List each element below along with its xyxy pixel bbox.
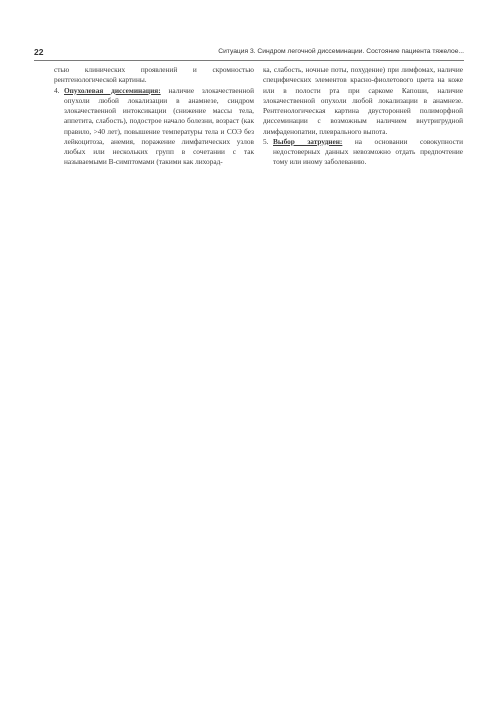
list-item-number: 4. bbox=[54, 85, 60, 95]
page-number: 22 bbox=[34, 47, 44, 57]
right-column bbox=[263, 65, 463, 168]
list-item-term: Выбор затруднен: bbox=[273, 136, 343, 146]
continuation-paragraph: ка, слабость, ночные поты, похудение) при лимфомах, наличие специфических элементов красно-фиолетового цвета на коже или в полости рта при саркоме Капоши, наличие злокачественной опухоли любой локализации в анамнезе. Рентгенологическая картина двусторонней полиморфной диссеминации с возможным наличием внутригрудной лимфаденопатии, плеврального выпота. bbox=[263, 65, 463, 136]
continuation-paragraph: стью клинических проявлений и скромностью рентгенологической картины. bbox=[54, 65, 254, 85]
page-header bbox=[34, 46, 464, 61]
running-head: Ситуация 3. Синдром легочной диссеминации. Состояние пациента тяжелое... bbox=[218, 48, 464, 55]
list-item-term: Опухолевая диссеминация: bbox=[64, 85, 161, 95]
list-item-tumor-dissemination bbox=[54, 86, 254, 168]
list-item-text: наличие злокачественной опухоли любой локализации в анамнезе, синдром злокачественной интоксикации (снижение массы тела, аппетита, слабость), подострое начало болезни, возраст (как правило, >40 лет), повышение температуры тела и СОЭ без лейкоцитоза, анемия, поражение лимфатических узлов любых или нескольких групп в сочетании с так называемыми В-симптомами (такими как лихорад- bbox=[64, 85, 254, 167]
list-item-text: на основании совокупности недостоверных данных невозможно отдать предпочтение тому или иному заболеванию. bbox=[273, 136, 463, 167]
list-item-choice-difficult bbox=[263, 137, 463, 168]
left-column bbox=[54, 65, 254, 168]
list-item-number: 5. bbox=[263, 136, 269, 146]
